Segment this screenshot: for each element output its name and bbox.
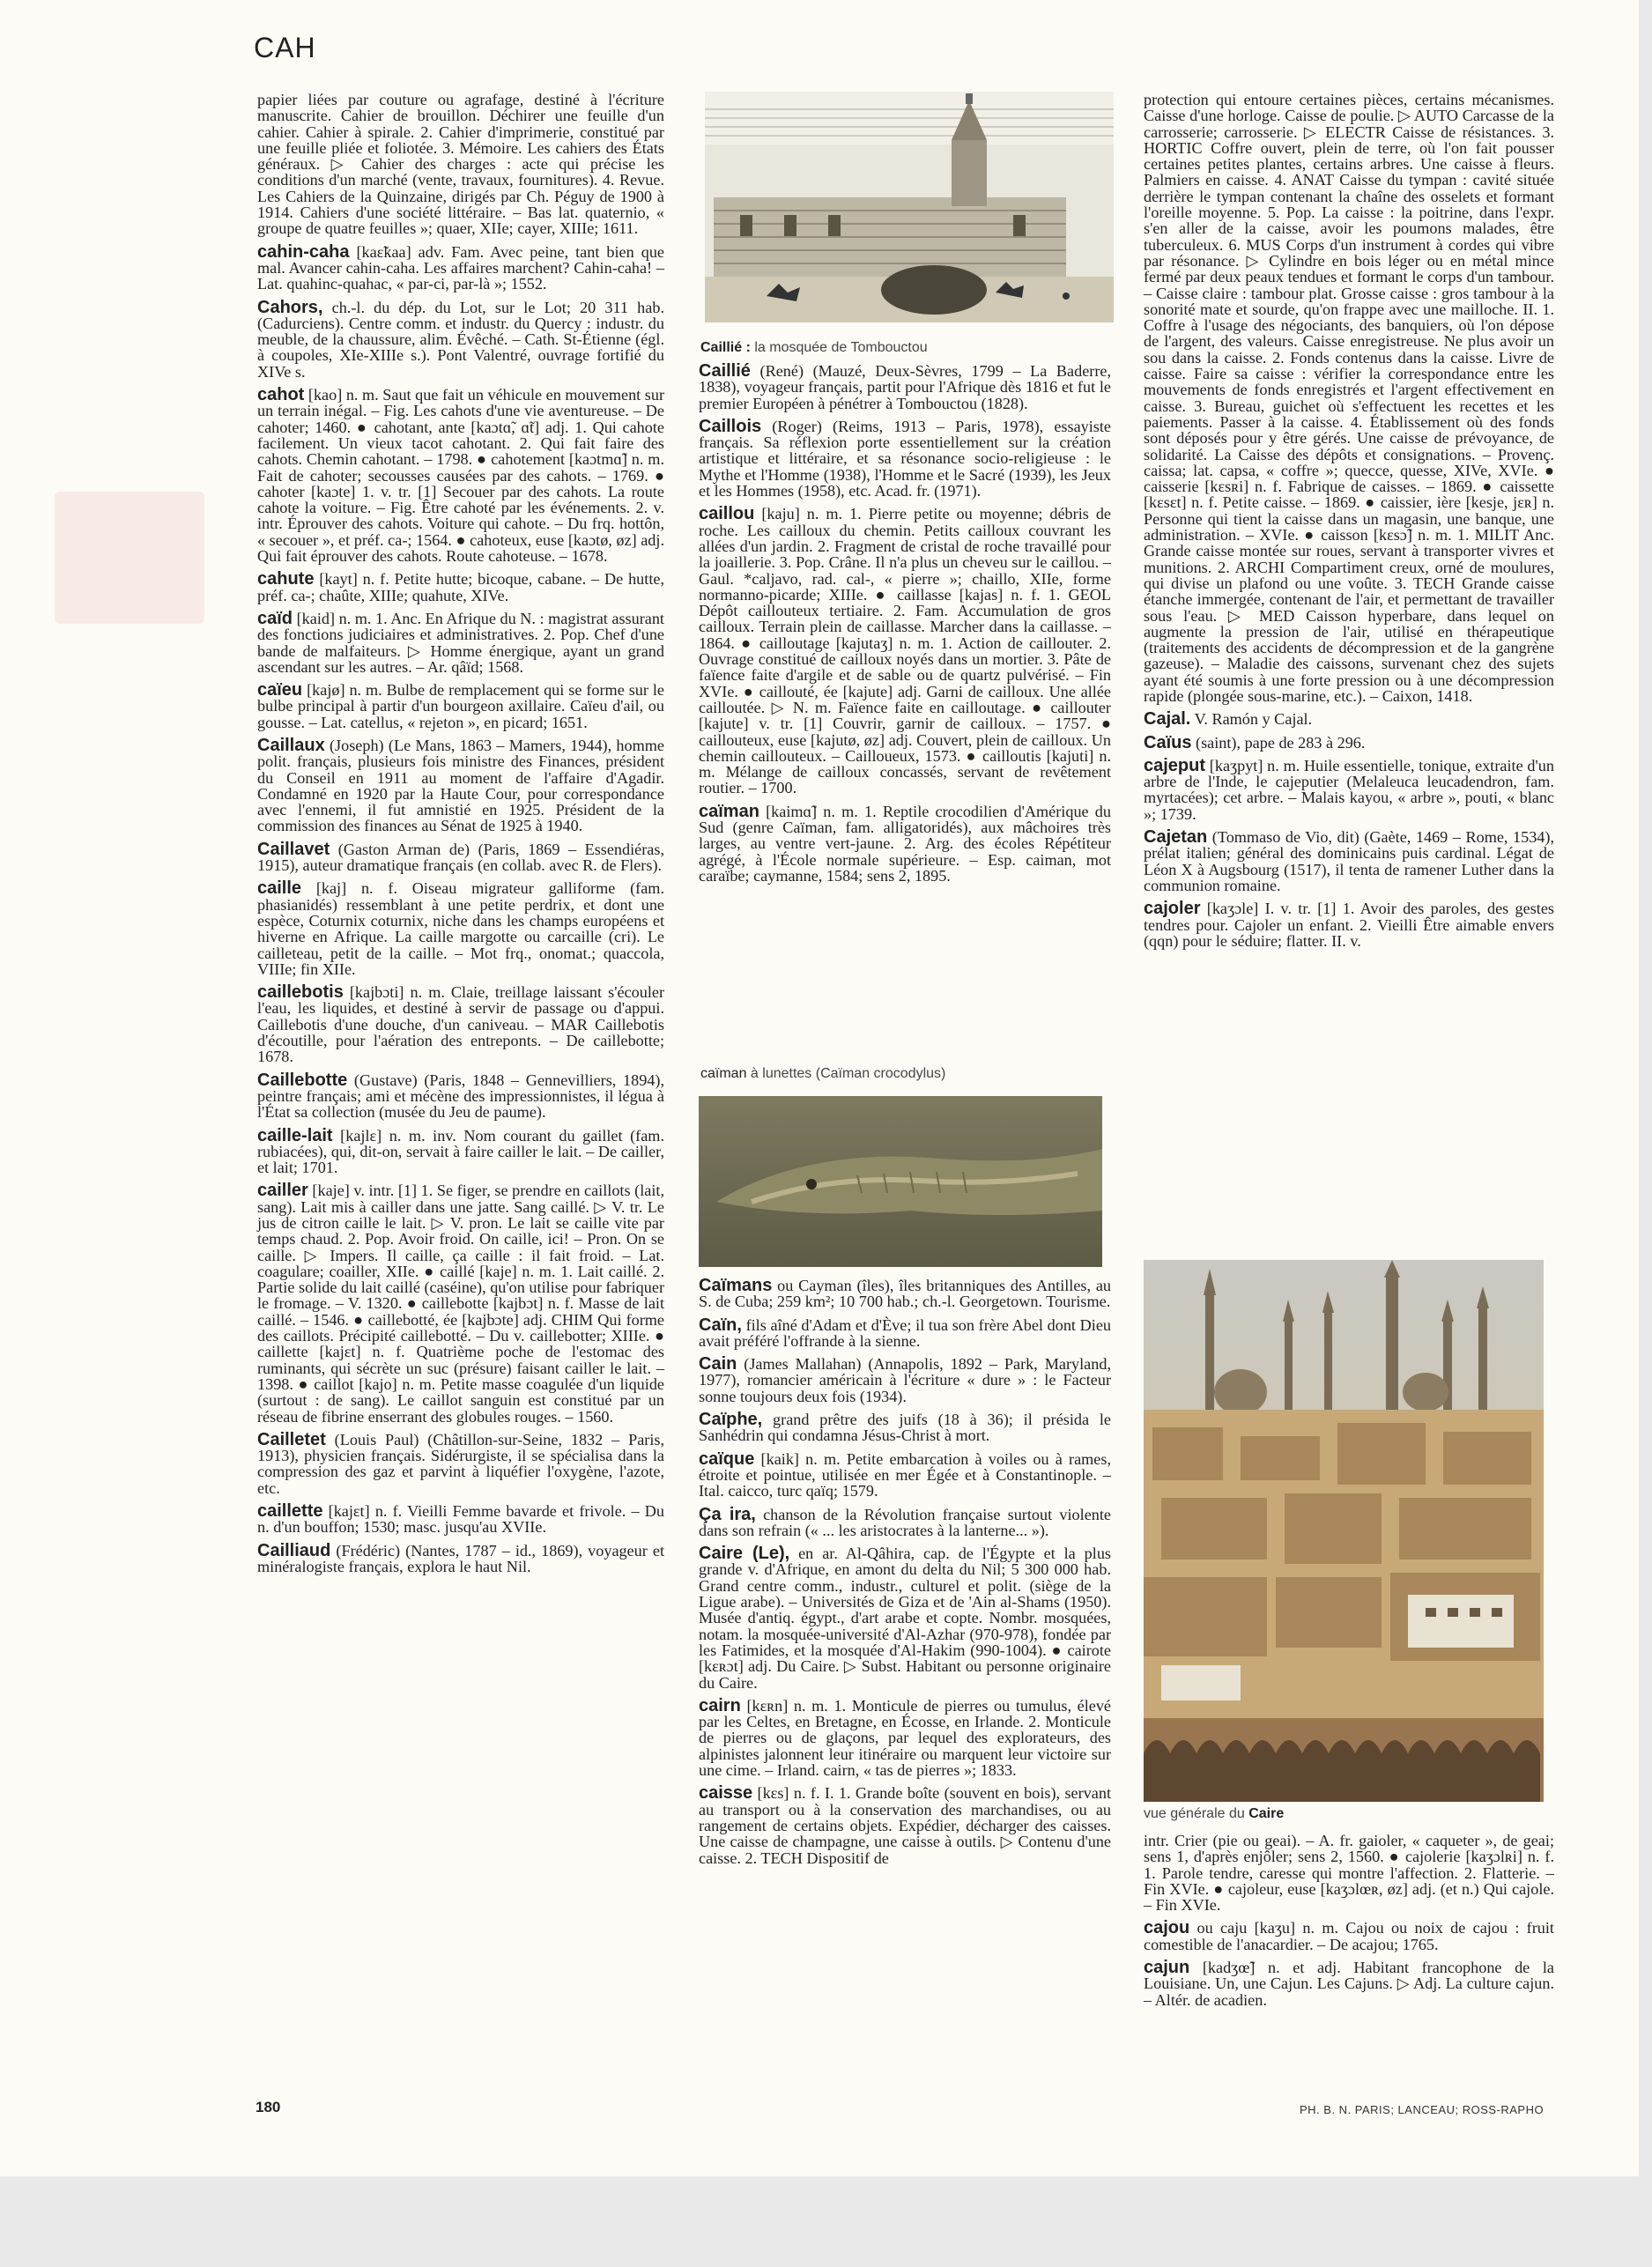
- entry-paragraph: [699, 1356, 1111, 1404]
- mosque-engraving: [705, 92, 1114, 322]
- dictionary-entry: [699, 506, 1111, 796]
- entry-definition: [kaid] n. m. 1. Anc. En Afrique du N. : magistrat assurant des fonctions judiciaires et administratives. 2. Pop. Chef d'une bande de malfaiteurs. ▷ Homme énergique, ayant un grand ascendant sur les autres. – Ar. qâïd; 1568.: [257, 609, 664, 676]
- entry-paragraph: [257, 841, 664, 874]
- entry-headword: caille-lait: [257, 1125, 333, 1145]
- entry-paragraph: [257, 1125, 664, 1177]
- dictionary-entry: [699, 416, 1111, 500]
- entry-paragraph: [257, 571, 664, 604]
- entry-definition: intr. Crier (pie ou geai). – A. fr. gaioler, « caqueter », de geai; sens 1, d'après enjôler; sens 2, 1560. ● cajolerie [kaʒɔlʀi] n. f. 1. Parole tendre, caresse qui montre l'affection. 2. Flatterie. – Fin XVIe. ● cajoleur, euse [kaʒɔlœʀ, øz] adj. (et n.) Qui cajole. – Fin XVIe.: [1144, 1832, 1554, 1915]
- entry-paragraph: [699, 1448, 1111, 1500]
- column-2-bottom: [699, 1278, 1111, 1873]
- entry-definition: [kaju] n. m. 1. Pierre petite ou moyenne; débris de roche. Les cailloux du chemin. Petits cailloux couvrant les allées d'un jardin. 2. Fragment de cristal de roche travaillé pour la joaillerie. 3. Pop. Crâne. Il n'a plus un cheveu sur le caillou. – Gaul. *caljavo, rad. cal-, « pierre »; chaillo, XIIe, forme normanno-picarde; XIIIe. ● caillasse [kajas] n. f. 1. GEOL Dépôt caillouteux tertiaire. 2. Fam. Accumulation de gros cailloux. Terrain plein de caillasse. Marcher dans la caillasse. – 1864. ● cailloutage [kajutaʒ] n. m. 1. Action de caillouter. 2. Ouvrage constitué de cailloux noyés dans un mortier. 3. Pâte de faïence faite d'argile et de sable ou de quartz pulvérisé. – Fin XVIe. ● caillouté, ée [kajute] adj. Garni de cailloux. Une allée cailloutée. ▷ N. m. Faïence faite en cailloutage. ● caillouter [kajute] v. tr. [1] Couvrir, garnir de cailloux. – 1757. ● caillouteux, euse [kajutø, øz] adj. Couvert, plein de cailloux. Un chemin caillouteux. – Cailloueux, 1573. ● cailloutis [kajuti] n. m. Mélange de cailloux concassés, servant de revêtement routier. – 1700.: [699, 505, 1111, 797]
- entry-headword: cahot: [257, 385, 305, 405]
- dictionary-entry: [699, 1356, 1111, 1404]
- entry-paragraph: [257, 1182, 664, 1424]
- entry-paragraph: [699, 1317, 1111, 1350]
- caiman-caption-bold: caïman: [700, 1066, 747, 1081]
- dictionary-entry: [257, 984, 664, 1064]
- mosque-caption-text: la mosquée de Tombouctou: [750, 340, 928, 355]
- entry-headword: Caïn,: [699, 1315, 742, 1335]
- column-2-top: [699, 363, 1111, 891]
- entry-headword: Cahors,: [257, 297, 323, 317]
- entry-paragraph: [257, 297, 664, 381]
- entry-definition: (Gaston Arman de) (Paris, 1869 – Essendiéras, 1915), auteur dramatique français (en collab. avec R. de Flers).: [257, 840, 664, 875]
- entry-paragraph: [257, 608, 664, 676]
- entry-paragraph: [1144, 709, 1554, 730]
- entry-headword: caille: [257, 878, 302, 899]
- entry-definition: (Roger) (Reims, 1913 – Paris, 1978), essayiste français. Sa réflexion porte essentiellement sur la création artistique et littéraire, et sa résonance socio-religieuse : le Mythe et l'Homme (1938), l'Homme et le Sacré (1939), les Jeux et les Hommes (1958), etc. Acad. fr. (1971).: [699, 417, 1111, 500]
- entry-headword: caïeu: [257, 680, 303, 700]
- entry-definition: (Joseph) (Le Mans, 1863 – Mamers, 1944), homme polit. français, plusieurs fois ministre des Finances, président du Conseil en 1911 au moment de l'affaire d'Agadir. Condamné en 1920 par la Haute Cour, pour correspondance avec l'ennemi, il fut amnistié en 1925. Président de la commission des finances au Sénat de 1925 à 1940.: [257, 736, 664, 835]
- dictionary-entry: [257, 92, 664, 237]
- entry-headword: cahute: [257, 569, 315, 589]
- entry-definition: [kɛs] n. f. I. 1. Grande boîte (souvent en bois), servant au transport ou à la conservation des marchandises, ou au rangement de certains objets. Expédier, décharger des caisses. Une caisse de champagne, une caisse à outils. ▷ Contenu d'une caisse. 2. TECH Dispositif de: [699, 1784, 1111, 1867]
- photo-credits: PH. B. N. PARIS; LANCEAU; ROSS-RAPHO: [1300, 2103, 1545, 2116]
- entry-paragraph: [257, 682, 664, 730]
- entry-definition: (saint), pape de 283 à 296.: [1191, 733, 1366, 752]
- entry-headword: Cajetan: [1144, 827, 1208, 848]
- entry-paragraph: [699, 1695, 1111, 1780]
- entry-headword: Caillavet: [257, 839, 330, 859]
- entry-headword: caillou: [699, 504, 755, 524]
- entry-definition: [kadʒœ̃] n. et adj. Habitant francophone de la Louisiane. Un, une Cajun. Les Cajuns. ▷ Adj. La culture cajun. – Altér. de acadien.: [1144, 1959, 1554, 2009]
- entry-definition: (Frédéric) (Nantes, 1787 – id., 1869), voyageur et minéralogiste français, explora le haut Nil.: [257, 1541, 664, 1575]
- entry-headword: caïque: [699, 1448, 755, 1469]
- entry-definition: [kajø] n. m. Bulbe de remplacement qui se forme sur le bulbe principal à partir d'un bourgeon axillaire. Caïeu d'ail, ou gousse. – Lat. catellus, « rejeton », en picard; 1651.: [257, 681, 664, 731]
- dictionary-entry: [257, 1540, 664, 1575]
- cairo-caption-bold: Caire: [1248, 1806, 1285, 1821]
- entry-definition: [kaʒɔle] I. v. tr. [1] 1. Avoir des paroles, des gestes tendres pour. Cajoler un enfant. 2. Vieilli Être aimable envers (qqn) pour le séduire; flatter. II. v.: [1144, 900, 1554, 950]
- dictionary-entry: [1144, 732, 1554, 752]
- dictionary-entry: [257, 880, 664, 977]
- entry-paragraph: [699, 1504, 1111, 1539]
- dictionary-entry: [257, 1182, 664, 1424]
- entry-headword: Caïus: [1144, 732, 1192, 752]
- entry-definition: ch.-l. du dép. du Lot, sur le Lot; 20 311 hab. (Cadurciens). Centre comm. et industr. du Quercy : industr. du meuble, de la chaussure, alim. Évêché. – Cath. St-Étienne (égl. à coupoles, XIe-XIIIe s.). Pont Valentré, ouvrage fortifié du XIVe s.: [257, 298, 664, 381]
- entry-paragraph: [257, 1429, 664, 1497]
- entry-definition: fils aîné d'Adam et d'Ève; il tua son frère Abel dont Dieu avait préféré l'offrande à la sienne.: [699, 1315, 1111, 1350]
- dictionary-entry: [257, 1429, 664, 1497]
- dictionary-entry: [699, 1545, 1111, 1691]
- entry-definition: V. Ramón y Cajal.: [1190, 710, 1313, 729]
- entry-definition: [kaik] n. m. Petite embarcation à voiles ou à rames, étroite et pointue, utilisée en mer Égée et à Constantinople. – Ital. caicco, turc qaïq; 1579.: [699, 1449, 1111, 1500]
- entry-paragraph: [257, 1072, 664, 1121]
- entry-definition: chanson de la Révolution française surtout violente dans son refrain (« ... les aristocrates à la lanterne... »).: [699, 1505, 1111, 1539]
- dictionary-entry: [1144, 755, 1554, 823]
- mosque-caption-bold: Caillié :: [700, 340, 751, 355]
- entry-paragraph: [1144, 900, 1554, 949]
- cairo-caption: [1144, 1806, 1284, 1822]
- entry-headword: caisse: [699, 1783, 753, 1804]
- entry-paragraph: [699, 1785, 1111, 1865]
- entry-headword: Caillaux: [257, 735, 325, 755]
- entry-definition: [kajlɛ] n. m. inv. Nom courant du gaillet (fam. rubiacées), qui, dit-on, servait à faire cailler le lait. – De cailler, et lait; 1701.: [257, 1126, 664, 1177]
- entry-definition: [kao] n. m. Saut que fait un véhicule en mouvement sur un terrain inégal. – Fig. Les cahots d'une vie aventureuse. – De cahoter; 1460. ● cahotant, ante [kaɔtɑ̃, ɑ̃t] adj. 1. Qui cahote facilement. Un vieux tacot cahotant. 2. Qui fait faire des cahots. Chemin cahotant. – 1798. ● cahotement [kaɔtmɑ̃] n. m. Fait de cahoter; secousses causées par des cahots. – 1769. ● cahoter [kaɔte] 1. v. tr. [1] Secouer par des cahots. La route cahote la voiture. – Fig. Être cahoté par les événements. 2. v. intr. Éprouver des cahots. Voiture qui cahote. – Du frq. hottôn, « secouer », et préf. ca-; 1564. ● cahoteux, euse [kaɔtø, øz] adj. Qui fait éprouver des cahots. Route cahoteuse. – 1678.: [257, 386, 664, 566]
- entry-paragraph: [1144, 1833, 1554, 1913]
- entry-headword: Caillebotte: [257, 1070, 348, 1090]
- dictionary-entry: [257, 387, 664, 564]
- dictionary-entry: [257, 571, 664, 604]
- entry-paragraph: [1144, 1920, 1554, 1952]
- entry-definition: [kɛʀn] n. m. 1. Monticule de pierres ou tumulus, élevé par les Celtes, en Bretagne, en Écosse, en Irlande. 2. Monticule de pierres ou de glaçons, par lequel des explorateurs, des alpinistes jalonnent leur itinéraire ou marquent leur victoire sur une cime. – Irland. cairn, « tas de pierres »; 1833.: [699, 1696, 1111, 1780]
- entry-paragraph: [257, 92, 664, 237]
- column-3-bottom: [1144, 1833, 1554, 2015]
- dictionary-entry: [699, 1785, 1111, 1865]
- entry-headword: cailler: [257, 1181, 308, 1201]
- column-3: [1144, 92, 1554, 956]
- entry-paragraph: [1144, 1960, 1554, 2008]
- entry-definition: [kaj] n. f. Oiseau migrateur galliforme (fam. phasianidés) ressemblant à une petite perdrix, et dont une espèce, Coturnix coturnix, niche dans les champs européens et hiverne en Afrique. La caille margotte ou carcaille (cri). Le cailleteau, petit de la caille. – Mot frq., onomat.; quaccola, VIIIe; fin XIIe.: [257, 879, 664, 978]
- entry-headword: cairn: [699, 1695, 741, 1715]
- entry-headword: Caïphe,: [699, 1410, 763, 1430]
- entry-headword: Cajal.: [1144, 709, 1191, 730]
- entry-paragraph: [699, 1278, 1111, 1310]
- entry-definition: [kayt] n. f. Petite hutte; bicoque, cabane. – De hutte, préf. ca-; chaûte, XIIIe; quahute, XIVe.: [257, 570, 664, 604]
- entry-definition: [kajbɔti] n. m. Claie, treillage laissant s'écouler l'eau, les liquides, et destiné à servir de passage ou d'appui. Caillebotis d'une douche, d'un caniveau. – MAR Caillebotis d'écoutille, pour l'aération des entreponts. – De caillebotte; 1678.: [257, 983, 664, 1066]
- dictionary-entry: [257, 682, 664, 730]
- entry-definition: (Tommaso de Vio, dit) (Gaète, 1469 – Rome, 1534), prélat italien; général des dominicains puis cardinal. Légat de Léon X à Augsbourg (1517), il tenta de ramener Luther dans la communion romaine.: [1144, 828, 1554, 894]
- entry-paragraph: [699, 801, 1111, 885]
- dictionary-entry: [257, 1125, 664, 1177]
- mosque-caption: [700, 340, 928, 356]
- entry-headword: cajou: [1144, 1918, 1190, 1938]
- running-head: CAH: [254, 32, 316, 63]
- entry-paragraph: [1144, 92, 1554, 704]
- entry-headword: Caillié: [699, 361, 751, 381]
- dictionary-entry: [699, 1278, 1111, 1310]
- entry-paragraph: [1144, 755, 1554, 823]
- entry-paragraph: [257, 241, 664, 293]
- entry-headword: cajeput: [1144, 755, 1206, 775]
- dictionary-entry: [699, 363, 1111, 411]
- entry-headword: Caïmans: [699, 1276, 773, 1295]
- dictionary-entry: [699, 1317, 1111, 1350]
- dictionary-entry: [1144, 900, 1554, 949]
- entry-paragraph: [257, 1503, 664, 1536]
- entry-paragraph: [257, 387, 664, 564]
- entry-paragraph: [699, 1545, 1111, 1691]
- caiman-caption: [700, 1066, 945, 1082]
- entry-paragraph: [1144, 829, 1554, 893]
- entry-definition: [kaimɑ̃] n. m. 1. Reptile crocodilien d'Amérique du Sud (genre Caïman, fam. alligatoridés), aux mâchoires très larges, au ventre vert-jaune. 2. Arg. des écoles Répétiteur agrégé, à l'École normale supérieure. – Esp. caiman, mot caraïbe; caymanne, 1584; sens 2, 1895.: [699, 802, 1111, 885]
- dictionary-entry: [257, 297, 664, 381]
- dictionary-entry: [1144, 829, 1554, 893]
- entry-headword: cajun: [1144, 1958, 1190, 1978]
- entry-paragraph: [699, 416, 1111, 500]
- entry-definition: [kaje] v. intr. [1] 1. Se figer, se prendre en caillots (lait, sang). Lait mis à cailler dans une jatte. Sang caillé. ▷ V. tr. Le jus de citron caille le lait. ▷ V. pron. Le lait se caille vite par temps chaud. 2. Pop. Avoir froid. On caille, ici! – Pron. On se caille. ▷ Impers. Il caille, ça caille : il fait froid. – Lat. coagulare; coailler, XIIe. ● caillé [kaje] n. m. 1. Lait caillé. 2. Partie solide du lait caillé (caséine), qu'on utilise pour fabriquer le fromage. – V. 1320. ● caillebotte [kajbɔt] n. f. Masse de lait caillé. – 1546. ● caillebotté, ée [kajbɔte] adj. CHIM Qui forme des caillots. Précipité caillebotté. – Du v. caillebotter; XIIIe. ● caillette [kajɛt] n. f. Quatrième poche de l'estomac des ruminants, qui sécrète un suc (présure) faisant cailler le lait. – 1398. ● caillot [kajo] n. m. Petite masse coagulée d'un liquide (surtout : de sang). Le caillot sanguin est constitué par un réseau de fibrine enserrant des globules rouges. – 1560.: [257, 1182, 664, 1426]
- entry-definition: (Gustave) (Paris, 1848 – Gennevilliers, 1894), peintre français; ami et mécène des impressionnistes, il légua à l'État sa collection (musée du Jeu de paume).: [257, 1071, 664, 1122]
- dictionary-entry: [699, 1411, 1111, 1444]
- entry-headword: Caillois: [699, 416, 762, 436]
- dictionary-entry: [257, 737, 664, 834]
- entry-definition: grand prêtre des juifs (18 à 36); il présida le Sanhédrin qui condamna Jésus-Christ à mort.: [699, 1411, 1111, 1445]
- page-number: 180: [256, 2099, 281, 2115]
- dictionary-entry: [699, 1448, 1111, 1500]
- dictionary-entry: [1144, 1960, 1554, 2008]
- column-1: [257, 92, 664, 1582]
- entry-definition: (René) (Mauzé, Deux-Sèvres, 1799 – La Baderre, 1838), voyageur français, partit pour l'Afrique dès 1816 et fut le premier Européen à pénétrer à Tombouctou (1828).: [699, 362, 1111, 412]
- entry-headword: Cain: [699, 1354, 737, 1374]
- entry-paragraph: [257, 737, 664, 834]
- dictionary-entry: [1144, 1920, 1554, 1952]
- entry-paragraph: [257, 984, 664, 1064]
- dictionary-entry: [699, 1504, 1111, 1539]
- dictionary-entry: [257, 841, 664, 874]
- entry-definition: en ar. Al-Qâhira, cap. de l'Égypte et la plus grande v. d'Afrique, en amont du delta du Nil; 5 300 000 hab. Grand centre comm., industr., culturel et polit. (siège de la Ligue arabe). – Universités de Giza et de 'Ain al-Shams (1950). Musée d'antiq. égypt., d'art arabe et copte. Nombr. mosquées, notam. la mosquée-université d'Al-Azhar (970-978), fondée par les Fatimides, et la mosquée d'Al-Hakim (990-1004). ● cairote [kɛʀɔt] adj. Du Caire. ▷ Subst. Habitant ou personne originaire du Caire.: [699, 1545, 1111, 1692]
- cairo-photo: [1144, 1260, 1544, 1802]
- entry-definition: ou Cayman (îles), îles britanniques des Antilles, au S. de Cuba; 259 km²; 10 700 hab.; ch.-l. Georgetown. Tourisme.: [699, 1277, 1111, 1311]
- entry-headword: cahin-caha: [257, 241, 350, 262]
- entry-definition: (Louis Paul) (Châtillon-sur-Seine, 1832 – Paris, 1913), physicien français. Sidérurgiste, il se spécialisa dans la compression des gaz et parvint à liquéfier l'oxygène, l'azote, etc.: [257, 1430, 664, 1497]
- entry-headword: Caire (Le),: [699, 1544, 790, 1564]
- entry-definition: [kaɛ̃kaa] adv. Fam. Avec peine, tant bien que mal. Avancer cahin-caha. Les affaires marchent? Cahin-caha! – Lat. quahinc-quahac, « par-ci, par-là »; 1552.: [257, 242, 664, 293]
- entry-definition: [kajɛt] n. f. Vieilli Femme bavarde et frivole. – Du n. d'un bouffon; 1530; masc. jusqu'au XVIIe.: [257, 1502, 664, 1537]
- dictionary-entry: [257, 241, 664, 293]
- entry-headword: caïd: [257, 608, 293, 628]
- entry-definition: (James Mallahan) (Annapolis, 1892 – Park, Maryland, 1977), romancier américain à l'écriture « dure » : le Facteur sonne toujours deux fois (1934).: [699, 1355, 1111, 1405]
- entry-definition: protection qui entoure certaines pièces, certains mécanismes. Caisse d'une horloge. Caisse de poulie. ▷ AUTO Carcasse de la carrosserie; carrosserie. ▷ ELECTR Caisse de résistances. 3. HORTIC Coffre ouvert, plein de terre, où l'on fait pousser certaines petites plantes, certains arbres. Une caisse à fleurs. Palmiers en caisse. 4. ANAT Caisse du tympan : cavité située derrière le tympan contenant la chaîne des osselets et formant l'oreille moyenne. 5. Pop. La caisse : la poitrine, dans l'expr. s'en aller de la caisse, avoir les poumons malades, être tuberculeux. 6. MUS Corps d'un instrument à cordes qui vibre par résonance. ▷ Cylindre en bois léger ou en métal mince fermé par deux peaux tendues et formant le corps d'un tambour. – Caisse claire : tambour plat. Grosse caisse : gros tambour à la sonorité mate et sourde, qu'on frappe avec une mailloche. II. 1. Coffre à l'usage des négociants, des banquiers, où l'on dépose de l'argent, des valeurs. Caisse enregistreuse. Ne plus avoir un sou dans la caisse. 2. Fonds contenus dans la caisse. Livre de caisse. Faire sa caisse : vérifier la correspondance entre les mouvements de fonds enregistrés et l'argent effectivement en caisse. 3. Bureau, guichet où s'effectuent les recettes et les paiements. Passer à la caisse. 4. Établissement où des fonds sont déposés pour y être gérés. Une caisse de prévoyance, de solidarité. La Caisse des dépôts et consignations. – Provenç. caissa; lat. capsa, « coffre »; quecce, quesse, XIVe, XVIe. ● caisserie [kɛsʀi] n. f. Fabrique de caisses. – 1869. ● caissette [kɛsɛt] n. f. Petite caisse. – 1869. ● caissier, ière [kesje, jɛʀ] n. Personne qui tient la caisse dans un magasin, une banque, une administration. – XVIe. ● caisson [kɛsɔ̃] n. m. 1. MILIT Anc. Grande caisse montée sur roues, servant à transporter vivres et munitions. 2. ARCHI Compartiment creux, orné de moulures, qui divise un plafond ou une voûte. 3. TECH Grande caisse étanche immergée, contenant de l'air, et permettant de travailler sous l'eau. ▷ MED Caisson hyperbare, dans lequel on augmente la pression de l'air, utilisé en thérapeutique (traitements des accidents de décompression et de la gangrène gazeuse). – Maladie des caissons, survenant chez des sujets ayant été soumis à une forte pression ou à une décompression rapide (plongée sous-marine, etc.). – Caixon, 1418.: [1144, 91, 1554, 705]
- dictionary-entry: [1144, 1833, 1554, 1913]
- entry-headword: Cailletet: [257, 1429, 326, 1449]
- entry-headword: Ça ira,: [699, 1504, 756, 1524]
- caiman-photo: [699, 1096, 1102, 1267]
- entry-definition: [kaʒpyt] n. m. Huile essentielle, tonique, extraite d'un arbre de l'Inde, le cajeputier (Melaleuca leucadendron, fam. myrtacées); cet arbre. – Malais kayou, « arbre », pouti, « blanc »; 1739.: [1144, 756, 1554, 823]
- dictionary-entry: [1144, 92, 1554, 704]
- entry-headword: Cailliaud: [257, 1540, 331, 1560]
- entry-headword: caïman: [699, 801, 759, 821]
- dictionary-entry: [699, 801, 1111, 885]
- entry-paragraph: [699, 506, 1111, 796]
- caiman-caption-text: à lunettes (Caïman crocodylus): [746, 1066, 946, 1081]
- dictionary-entry: [699, 1695, 1111, 1780]
- dictionary-entry: [1144, 709, 1554, 730]
- dictionary-entry: [257, 608, 664, 676]
- scan-stain: [55, 492, 204, 624]
- entry-headword: caillette: [257, 1501, 323, 1522]
- entry-paragraph: [257, 1540, 664, 1575]
- entry-headword: cajoler: [1144, 899, 1201, 919]
- cairo-caption-text: vue générale du: [1144, 1806, 1249, 1821]
- dictionary-entry: [257, 1503, 664, 1536]
- entry-definition: ou caju [kaʒu] n. m. Cajou ou noix de cajou : fruit comestible de l'anacardier. – De acajou; 1765.: [1144, 1919, 1554, 1953]
- entry-headword: caillebotis: [257, 982, 344, 1003]
- entry-definition: papier liées par couture ou agrafage, destiné à l'écriture manuscrite. Cahier de brouillon. Déchirer une feuille d'un cahier. Cahier à spirale. 2. Cahier d'imprimerie, constitué par une feuille pliée et foliotée. 3. Mémoire. Les cahiers des États généraux. ▷ Cahier des charges : acte qui précise les conditions d'un marché (vente, travaux, fournitures). 4. Revue. Les Cahiers de la Quinzaine, dirigés par Ch. Péguy de 1900 à 1914. Cahiers d'une société littéraire. – Bas lat. quaternio, « groupe de quatre feuilles »; quaer, XIIe; cayer, XIIIe; 1611.: [257, 91, 664, 238]
- entry-paragraph: [699, 1411, 1111, 1444]
- dictionary-entry: [257, 1072, 664, 1121]
- entry-paragraph: [257, 880, 664, 977]
- entry-paragraph: [1144, 732, 1554, 752]
- entry-paragraph: [699, 363, 1111, 411]
